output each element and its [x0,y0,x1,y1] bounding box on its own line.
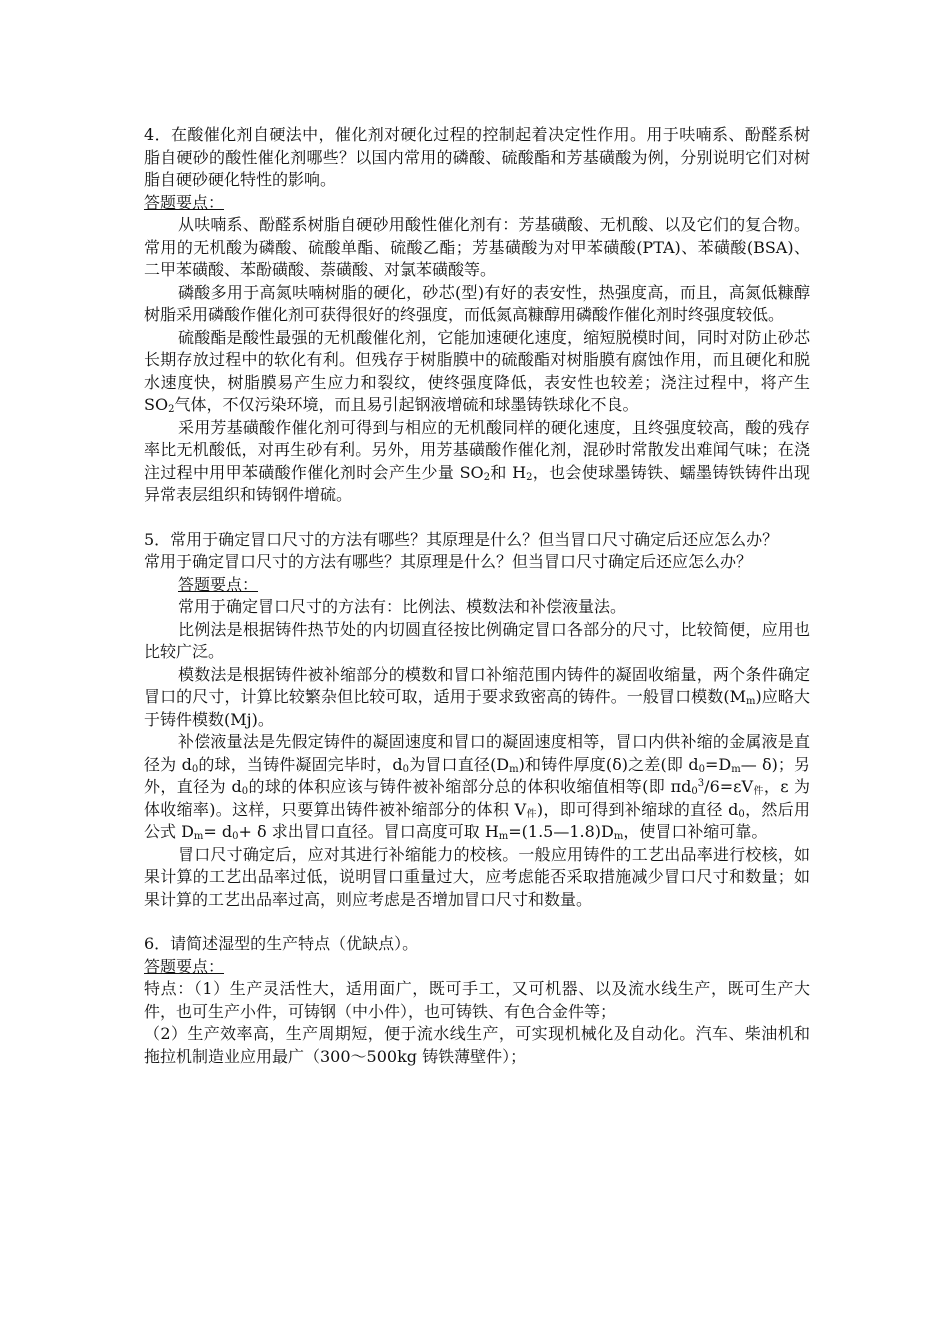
q4-paragraph-3: 硫酸酯是酸性最强的无机酸催化剂，它能加速硬化速度，缩短脱模时间，同时对防止砂芯长期存放过程中的软化有利。但残存于树脂膜中的硫酸酯对树脂膜有腐蚀作用，而且硬化和脱水速度快，树脂膜易产生应力和裂纹，使终强度降低，表安性也较差；浇注过程中，将产生$SO_2$气体，不仅污染环境，而且易引起钢液增硫和球墨铸铁球化不良。 [144,327,810,415]
q5-paragraph-4: 补偿液量法是先假定铸件的凝固速度和冒口的凝固速度相等，冒口内供补缩的金属液是直径为 $d_0$的球，当铸件凝固完毕时，$d_0$为冒口直径$(D_m)$和铸件厚度(δ)之差(即 $d_0=D_m—$ δ)；另外，直径为 $d_0$的球的体积应该与铸件被补缩部分总的体积收缩值相等(即 $\pi d_0^3/6=\varepsilon V_件$，ε 为体收缩率)。这样，只要算出铸件被补缩部分的体积 $V_件$)，即可得到补缩球的直径 $d_0$，然后用公式 $D_m= d_0+ \delta$ 求出冒口直径。冒口高度可取 $H_m=(1.5—1.8)D_m$，使冒口补缩可靠。 [144,732,810,842]
q5-question: 5．常用于确定冒口尺寸的方法有哪些？其原理是什么？但当冒口尺寸确定后还应怎么办？ [144,529,779,549]
q6-paragraph-2: （2）生产效率高，生产周期短，便于流水线生产，可实现机械化及自动化。汽车、柴油机和拖拉机制造业应用最广（300～500kg 铸铁薄壁件）； [144,1024,810,1066]
document-page [144,124,810,1068]
q5-paragraph-1: 常用于确定冒口尺寸的方法有：比例法、模数法和补偿液量法。 [178,597,627,616]
section-gap [144,911,810,933]
q5-question-repeat: 常用于确定冒口尺寸的方法有哪些？其原理是什么？但当冒口尺寸确定后还应怎么办？ [144,552,753,571]
q4-paragraph-2: 磷酸多用于高氮呋喃树脂的硬化，砂芯(型)有好的表安性，热强度高，而且，高氮低糠醇树脂采用磷酸作催化剂可获得很好的终强度，而低氮高糠醇用磷酸作催化剂时终强度较低。 [144,282,810,324]
q5-paragraph-2: 比例法是根据铸件热节处的内切圆直径按比例确定冒口各部分的尺寸，比较简便，应用也比较广泛。 [144,619,810,661]
q5-answer-label: 答题要点： [178,574,259,594]
q6-paragraph-1: 特点：（1）生产灵活性大，适用面广，既可手工，又可机器、以及流水线生产，既可生产大件，也可生产小件，可铸钢（中小件），也可铸铁、有色合金件等； [144,979,810,1021]
section-gap [144,507,810,529]
q4-paragraph-1: 从呋喃系、酚醛系树脂自硬砂用酸性催化剂有：芳基磺酸、无机酸、以及它们的复合物。常用的无机酸为磷酸、硫酸单酯、硫酸乙酯；芳基磺酸为对甲苯磺酸(PTA)、苯磺酸(BSA)、二甲苯磺酸、苯酚磺酸、萘磺酸、对氯苯磺酸等。 [144,215,810,279]
q4-question: 4．在酸催化剂自硬法中，催化剂对硬化过程的控制起着决定性作用。用于呋喃系、酚醛系树脂自硬砂的酸性催化剂哪些？以国内常用的磷酸、硫酸酯和芳基磺酸为例，分别说明它们对树脂自硬砂硬化特性的影响。 [144,125,810,189]
q6-answer-label: 答题要点： [144,956,225,976]
q5-paragraph-3: 模数法是根据铸件被补缩部分的模数和冒口补缩范围内铸件的凝固收缩量，两个条件确定冒口的尺寸，计算比较繁杂但比较可取，适用于要求致密高的铸件。一般冒口模数$(M_m)$应略大于铸件模数(Mj)。 [144,664,810,729]
q4-answer-label: 答题要点： [144,192,225,212]
q5-paragraph-5: 冒口尺寸确定后，应对其进行补缩能力的校核。一般应用铸件的工艺出品率进行校核，如果计算的工艺出品率过低，说明冒口重量过大，应考虑能否采取措施减少冒口尺寸和数量；如果计算的工艺出品率过高，则应考虑是否增加冒口尺寸和数量。 [144,844,810,909]
q4-paragraph-4: 采用芳基磺酸作催化剂可得到与相应的无机酸同样的硬化速度，且终强度较高，酸的残存率比无机酸低，对再生砂有利。另外，用芳基磺酸作催化剂，混砂时常散发出难闻气味；在浇注过程中用甲苯磺酸作催化剂时会产生少量 $SO_2$和 $H_2$，也会使球墨铸铁、蠕墨铸铁铸件出现异常表层组织和铸钢件增硫。 [144,417,810,504]
q6-question: 6．请简述湿型的生产特点（优缺点）。 [144,934,419,953]
